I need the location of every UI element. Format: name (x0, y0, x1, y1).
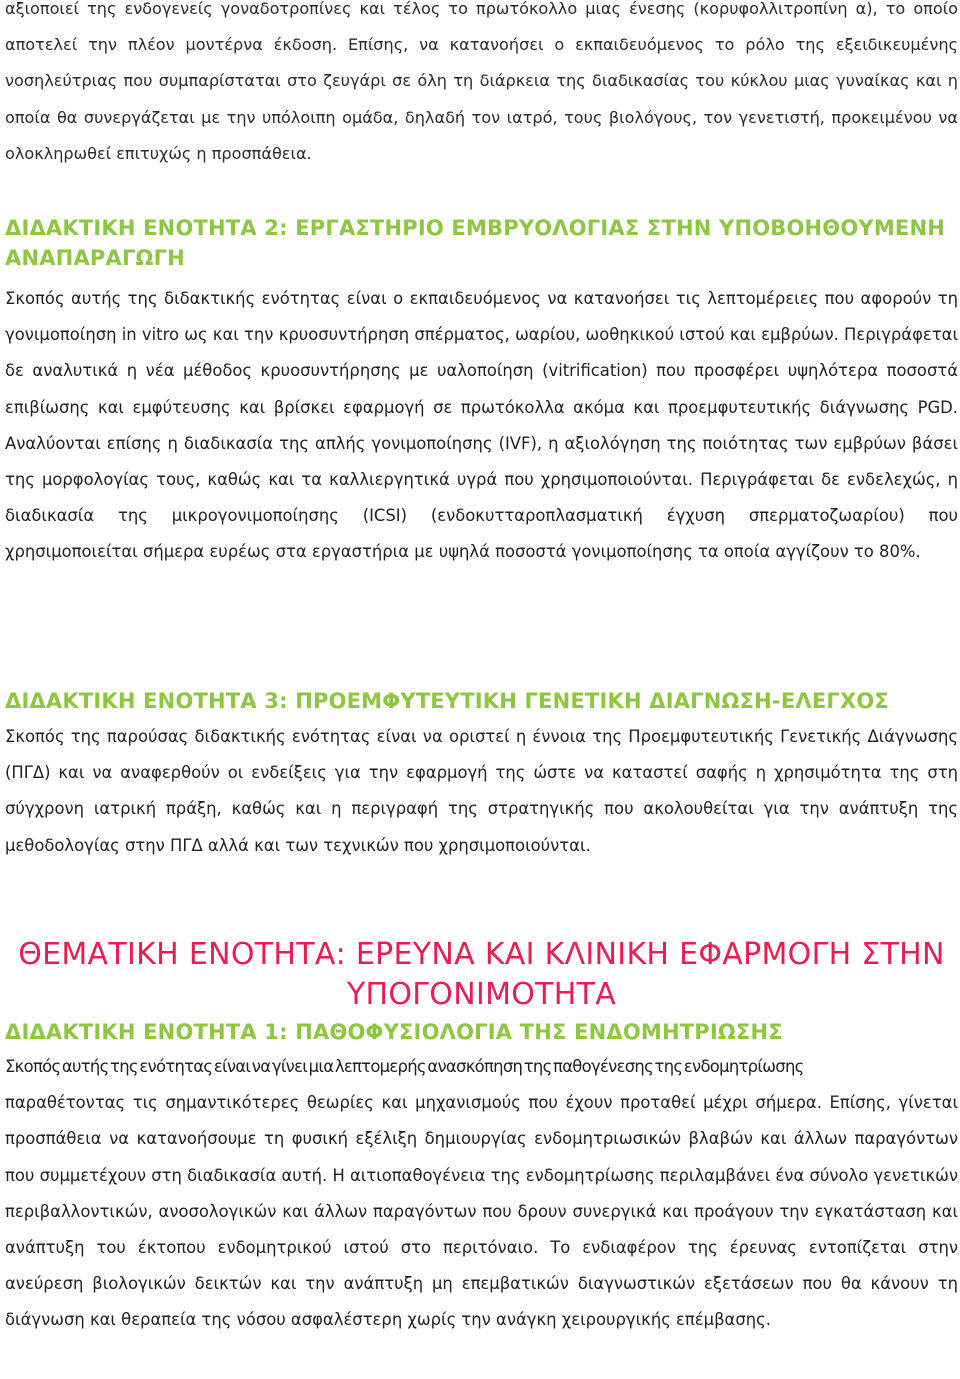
thematic-heading: ΘΕΜΑΤΙΚΗ ΕΝΟΤΗΤΑ: ΕΡΕΥΝΑ ΚΑΙ ΚΛΙΝΙΚΗ ΕΦΑΡΜΟΓΗ ΣΤΗΝ ΥΠΟΓΟΝΙΜΟΤΗΤΑ (18, 937, 945, 1012)
thematic-heading-block (5, 935, 958, 1015)
section-3-heading: ΔΙΔΑΚΤΙΚΗ ΕΝΟΤΗΤΑ 3: ΠΡΟΕΜΦΥΤΕΥΤΙΚΗ ΓΕΝΕΤΙΚΗ ΔΙΑΓΝΩΣΗ-ΕΛΕΓΧΟΣ (5, 689, 889, 713)
topic-1-body-block (5, 1049, 958, 1339)
topic-1-heading-block (5, 1017, 958, 1047)
section-2-paragraph: Σκοπός αυτής της διδακτικής ενότητας είναι ο εκπαιδευόμενος να κατανοήσει τις λεπτομέρειες που αφορούν τη γονιμοποίηση in vitro ως και την κρυοσυντήρηση σπέρματος, ωαρίου, ωοθηκικού ιστού και εμβρύων. Περιγράφεται δε αναλυτικά η νέα μέθοδος κρυοσυντήρησης με υαλοποίηση (vitrification) που προσφέρει υψηλότερα ποσοστά επιβίωσης και εμφύτευσης και βρίσκει εφαρμογή σε πρωτόκολλα ακόμα και προεμφυτευτικής διάγνωσης PGD. Αναλύονται επίσης η διαδικασία της απλής γονιμοποίησης (IVF), η αξιολόγηση της ποιότητας των εμβρύων βάσει της μορφολογίας τους, καθώς και τα καλλιεργητικά υγρά που χρησιμοποιούνται. Περιγράφεται δε ενδελεχώς, η διαδικασία της μικρογονιμοποίησης (ICSI) (ενδοκυτταροπλασματική έγχυση σπερματοζωαρίου) που χρησιμοποιείται σήμερα ευρέως στα εργαστήρια με υψηλά ποσοστά γονιμοποίησης τα οποία αγγίζουν το 80%. (5, 289, 958, 562)
section-2-heading-block (5, 213, 958, 273)
section-2-body-block (5, 281, 958, 571)
topic-1-heading: ΔΙΔΑΚΤΙΚΗ ΕΝΟΤΗΤΑ 1: ΠΑΘΟΦΥΣΙΟΛΟΓΙΑ ΤΗΣ ΕΝΔΟΜΗΤΡΙΩΣΗΣ (5, 1020, 783, 1044)
topic-1-first-line: Σκοπός αυτής της ενότητας είναι να γίνει μια λεπτομερής ανασκόπηση της παθογένεσης της ενδομητρίωσης (5, 1057, 804, 1076)
section-3-heading-block (5, 686, 958, 716)
section-3-body-block (5, 719, 958, 864)
topic-1-paragraph-rest: παραθέτοντας τις σημαντικότερες θεωρίες και μηχανισμούς που έχουν προταθεί μέχρι σήμερα. Επίσης, γίνεται προσπάθεια να κατανοήσουμε τη φυσική εξέλιξη δημιουργίας ενδομητριωσικών βλαβών και άλλων παραγόντων που συμμετέχουν στη διαδικασία αυτή. Η αιτιοπαθογένεια της ενδομητρίωσης περιλαμβάνει ένα σύνολο γενετικών περιβαλλοντικών, ανοσολογικών και άλλων παραγόντων που δρουν συνεργικά και προάγουν την εγκατάσταση και ανάπτυξη του έκτοπου ενδομητρικού ιστού στο περιτόναιο. Το ενδιαφέρον της έρευνας εντοπίζεται στην ανεύρεση βιολογικών δεικτών και την ανάπτυξη μη επεμβατικών διαγνωστικών εξετάσεων που θα κάνουν τη διάγνωση και θεραπεία της νόσου ασφαλέστερη χωρίς την ανάγκη χειρουργικής επέμβασης. (5, 1093, 958, 1330)
intro-paragraph: αξιοποιεί της ενδογενείς γοναδοτροπίνες και τέλος το πρωτόκολλο μιας ένεσης (κορυφολλιτροπίνη α), το οποίο αποτελεί την πλέον μοντέρνα έκδοση. Επίσης, να κατανοήσει ο εκπαιδευόμενος το ρόλο της εξειδικευμένης νοσηλεύτριας που συμπαρίσταται στο ζευγάρι σε όλη τη διάρκεια της διαδικασίας του κύκλου μιας γυναίκας και η οποία θα συνεργάζεται με την υπόλοιπη ομάδα, δηλαδή τον ιατρό, τους βιολόγους, τον γενετιστή, προκειμένου να ολοκληρωθεί επιτυχώς η προσπάθεια. (5, 0, 958, 163)
topic-1-paragraph (5, 1049, 958, 1339)
section-3-paragraph: Σκοπός της παρούσας διδακτικής ενότητας είναι να οριστεί η έννοια της Προεμφυτευτικής Γενετικής Διάγνωσης (ΠΓΔ) και να αναφερθούν οι ενδείξεις για την εφαρμογή της ώστε να καταστεί σαφής η χρησιμότητα της στη σύγχρονη ιατρική πράξη, καθώς και η περιγραφή της στρατηγικής που ακολουθείται για την ανάπτυξη της μεθοδολογίας στην ΠΓΔ αλλά και των τεχνικών που χρησιμοποιούνται. (5, 727, 958, 855)
section-2-heading: ΔΙΔΑΚΤΙΚΗ ΕΝΟΤΗΤΑ 2: ΕΡΓΑΣΤΗΡΙΟ ΕΜΒΡΥΟΛΟΓΙΑΣ ΣΤΗΝ ΥΠΟΒΟΗΘΟΥΜΕΝΗ ΑΝΑΠΑΡΑΓΩΓΗ (5, 216, 946, 270)
